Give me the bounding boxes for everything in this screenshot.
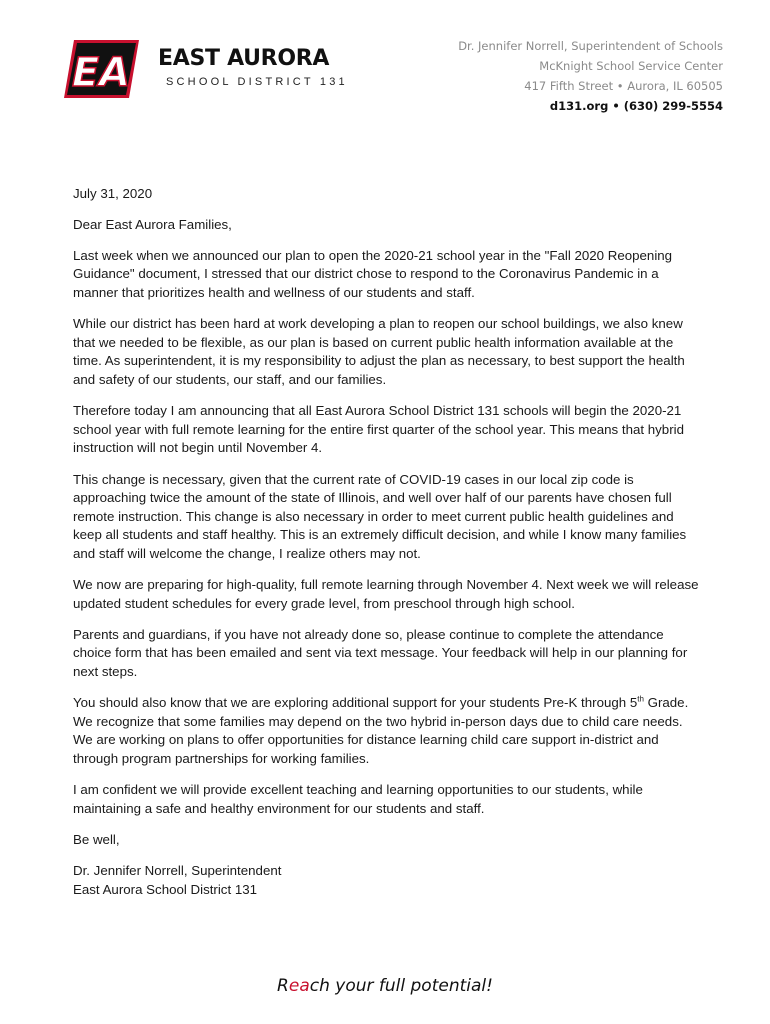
closing: Be well, [73, 831, 120, 847]
letter-date: July 31, 2020 [73, 186, 153, 201]
paragraph: This change is necessary, given that the current rate of COVID-19 cases in our local zip code is approaching twice the amount of the state of Illinois, and well over half of our parents have chosen full remote instruction. This change is also necessary in order to meet current public health guidelines and keep all students and staff healthy. This is an extremely difficult decision, and while I know many families and staff will welcome the change, I realize others may not. [73, 471, 687, 561]
contact-building: McKnight School Service Center [539, 59, 723, 73]
salutation: Dear East Aurora Families, [73, 216, 232, 232]
letter-body [73, 185, 703, 899]
paragraph: While our district has been hard at work developing a plan to reopen our school buildings, we also knew that we needed to be flexible, as our plan is based on current public health information available at the time. As superintendent, it is my responsibility to adjust the plan as necessary, to best support the health and safety of our students, our staff, and our families. [73, 316, 685, 387]
contact-address: 417 Fifth Street • Aurora, IL 60505 [524, 79, 723, 93]
paragraph: I am confident we will provide excellent teaching and learning opportunities to our students, while maintaining a safe and healthy environment for our students and staff. [73, 782, 643, 816]
contact-name: Dr. Jennifer Norrell, Superintendent of Schools [458, 39, 723, 53]
contact-web-phone: d131.org • (630) 299-5554 [549, 99, 723, 113]
brand-subtitle: SCHOOL DISTRICT 131 [166, 76, 348, 88]
signature-name: Dr. Jennifer Norrell, Superintendent [73, 863, 282, 879]
paragraph [73, 694, 703, 768]
paragraph: Therefore today I am announcing that all East Aurora School District 131 schools will begin the 2020-21 school year with full remote learning for the entire first quarter of the school year. This means that hybrid instruction will not begin until November 4. [73, 403, 684, 456]
tagline-part: ch your full potential! [309, 976, 493, 996]
brand-name: EAST AURORA [158, 46, 330, 71]
ordinal-suffix: th [637, 694, 644, 704]
paragraph-part: Grade. We recognize that some families may depend on the two hybrid in-person days due to child care needs. We are working on plans to offer opportunities for distance learning child care support in-district and through program partnerships for working families. [73, 695, 689, 766]
paragraph: We now are preparing for high-quality, full remote learning through November 4. Next week we will release updated student schedules for every grade level, from preschool through high school. [73, 577, 699, 611]
tagline-part: R [277, 976, 289, 996]
contact-block [458, 36, 723, 116]
logo-letters: EA [71, 50, 131, 96]
district-logo [64, 38, 139, 100]
signature-org: East Aurora School District 131 [73, 881, 258, 897]
paragraph: Parents and guardians, if you have not already done so, please continue to complete the attendance choice form that has been emailed and sent via text message. Your feedback will help in our planning for next steps. [73, 626, 688, 680]
paragraph-part: You should also know that we are exploring additional support for your students Pre-K through 5 [73, 695, 638, 711]
brand-block [158, 46, 348, 89]
paragraph: Last week when we announced our plan to open the 2020-21 school year in the "Fall 2020 Reopening Guidance" document, I stressed that our district chose to respond to the Coronavirus Pandemic in a manner that prioritizes health and wellness of our students and staff. [73, 247, 673, 300]
footer-tagline [0, 976, 770, 996]
tagline-accent: ea [288, 976, 310, 996]
